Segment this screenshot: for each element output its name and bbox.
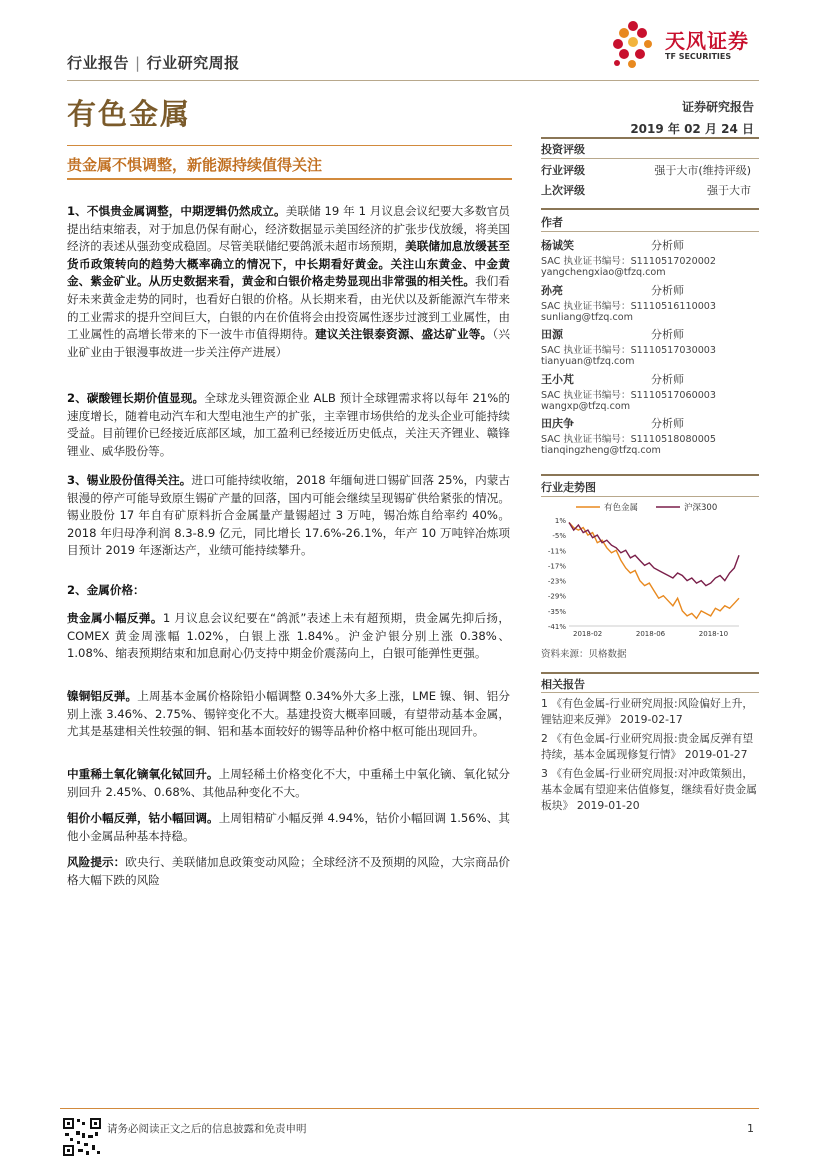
rating-rule-top [541,137,759,139]
author-email[interactable]: tianyuan@tfzq.com [541,356,635,367]
author-name: 孙亮 [541,283,563,297]
author-name: 王小芃 [541,372,574,386]
paragraph-tin [67,472,510,560]
body-text: 欧央行、美联储加息政策变动风险；全球经济不及预期的风险，大宗商品价格大幅下跌的风险 [67,855,510,887]
rating-value: 强于大市 [707,184,751,197]
y-tick-label: -5% [552,532,566,541]
paragraph-risk [67,854,510,889]
related-heading: 相关报告 [541,678,585,691]
rating-label: 上次评级 [541,184,585,197]
body-text: 全球龙头锂资源企业 ALB 预计全球锂需求将以每年 21%的速度增长，随着电动汽车和大型电池生产的扩张，主幸锂市场供给的龙头企业可能持续受益。目前锂价已经接近底部区域，加工盈利已经接近历史低点，关注天齐锂业、赣锋锂业、威华股份等。 [67,391,510,458]
legend-label: 沪深300 [684,503,718,513]
body-text: 上周基本金属价格除铅小幅调整 0.34%外大多上涨，LME 镍、铜、铝分别上涨 3.46%、2.75%、锡锌变化不大。基建投资大概率回暖，有望带动基本金属，尤其是基建相关性较强的铜、铝和基本面较好的锡等品种价格中枢可能出现回升。 [67,689,510,739]
x-tick-label: 2018-10 [698,630,729,638]
author-cert: SAC 执业证书编号：S1110518080005 [541,434,717,445]
bold-text: 2、金属价格： [67,583,145,597]
author-role: 分析师 [651,283,684,297]
body-text: 上周钼精矿小幅反弹 4.94%，钴价小幅回调 1.56%、其他小金属品种基本持稳。 [67,811,510,843]
bold-text: 1、不惧贵金属调整，中期逻辑仍然成立。 [67,204,286,218]
title-rule-bottom [67,178,512,180]
report-type-label: 行业报告 [67,54,130,72]
author-cert: SAC 执业证书编号：S1110517060003 [541,389,717,401]
author-email[interactable]: wangxp@tfzq.com [541,400,631,412]
chart-source: 资料来源：贝格数据 [541,649,627,660]
author-name: 田源 [541,328,563,341]
bold-text: 美联储加息放缓甚至货币政策转向的趋势大概率确立的情况下，中长期看好黄金。关注山东黄金、中金黄金、紫金矿业。从历史数据来看，黄金和白银价格走势显现出非常强的相关性。 [67,239,510,289]
y-tick-label: -17% [547,562,566,571]
paragraph-precious-rebound [67,610,510,663]
related-report-link[interactable]: 1 《有色金属-行业研究周报:风险偏好上升，锂钴迎来反弹》 2019-02-17 [541,697,754,726]
author-cert: SAC 执业证书编号：S1110517020002 [541,256,717,267]
bold-text: 风险提示： [67,855,126,869]
footer-disclaimer: 请务必阅读正文之后的信息披露和免责申明 [107,1123,307,1135]
logo-name: 天风证券 [665,29,749,53]
body-text: 1 月议息会议纪要在“鸽派”表述上未有超预期，贵金属先抑后扬，COMEX 黄金周涨幅 1.02%，白银上涨 1.84%。沪金沪银分别上涨 0.38%、1.08%、缩表预期结束和加息耐心仍支持中期金价震荡向上，白银可能弹性更强。 [67,611,510,661]
y-tick-label: -23% [547,577,566,586]
logo-petals-icon [605,16,665,76]
y-tick-label: -29% [547,592,566,601]
securities-report-label: 证券研究报告 [681,100,754,114]
bold-text: 建议关注银泰资源、盛达矿业等。 [315,327,493,342]
author-name: 田庆争 [541,417,574,430]
author-role: 分析师 [651,239,684,252]
body-text: 上周轻稀土价格变化不大，中重稀土中氧化镝、氧化铽分别回升 2.45%、0.68%、其他品种变化不大。 [67,767,510,799]
x-tick-label: 2018-02 [573,630,603,638]
y-tick-label: -11% [547,547,566,556]
rating-value: 强于大市(维持评级) [654,164,751,177]
author-email[interactable]: sunliang@tfzq.com [541,311,633,323]
author-entry [541,237,759,282]
paragraph-lithium [67,390,510,460]
author-entry [541,371,759,416]
related-rule [541,692,759,693]
authors-list [541,237,759,460]
author-email[interactable]: yangchengxiao@tfzq.com [541,267,666,278]
y-tick-label: -41% [547,623,566,631]
related-reports-list [541,696,759,814]
author-role: 分析师 [651,372,684,386]
author-cert: SAC 执业证书编号：S1110516110003 [541,300,717,312]
author-role: 分析师 [651,417,684,430]
author-role: 分析师 [651,328,684,341]
logo-subtitle: TF SECURITIES [665,52,732,61]
bold-text: 钼价小幅反弹，钴小幅回调。 [67,811,219,825]
rating-label: 行业评级 [541,164,585,177]
author-entry [541,415,759,460]
author-cert: SAC 执业证书编号：S1110517030003 [541,345,717,356]
related-rule-top [541,672,759,674]
industry-trend-chart [541,500,759,640]
paragraph-molybdenum-cobalt [67,810,510,845]
bold-text: 3、锡业股份值得关注。 [67,473,192,487]
x-tick-label: 2018-06 [635,630,666,638]
report-date: 2019 年 02 月 24 日 [630,122,754,136]
report-subtype-label: 行业研究周报 [146,54,240,72]
bold-text: 镍铜铝反弹。 [67,689,138,703]
trend-rule-top [541,474,759,476]
page-number: 1 [747,1122,754,1135]
main-title: 贵金属不惧调整，新能源持续值得关注 [67,156,323,174]
body-text: 我们看好未来黄金走势的同时，也看好白银的价格。从长期来看，由光伏以及新能源汽车带来的工业需求的提升空间巨大，白银的内在价值将会由投资属性逐步过渡到工业属性，由工业属性的高增长带来的下一波牛市值得期待。 [67,274,510,342]
trend-rule [541,496,759,497]
bold-text: 2、碳酸锂长期价值显现。 [67,391,205,405]
report-type [67,52,240,73]
trend-heading: 行业走势图 [541,481,596,494]
legend-label: 有色金属 [604,503,639,513]
body-text: 进口可能持续收缩，2018 年缅甸进口锡矿回落 25%，内蒙古银漫的停产可能导致原生锡矿产量的回落，国内可能会继续呈现锡矿供给紧张的情况。锡业股份 17 年自有矿原料折合金属量产量锡超过 3 万吨，锡冶炼自给率约 40%。2018 年归母净利润 8.3-8.9 亿元，同比增长 17.6%-26.1%，年产 10 万吨锌冶炼项目预计 2019 年逐渐达产，业绩可能持续攀升。 [67,473,510,558]
y-tick-label: 1% [554,517,566,525]
bold-text: 贵金属小幅反弹。 [67,611,163,625]
sector-title: 有色金属 [67,97,192,131]
author-entry [541,326,759,371]
paragraph-precious-metals [67,203,510,361]
footer-divider [60,1108,759,1109]
author-name: 杨诚笑 [541,239,574,252]
author-email[interactable]: tianqingzheng@tfzq.com [541,445,661,456]
related-report-link[interactable]: 2 《有色金属-行业研究周报:贵金属反弹有望持续，基本金属现修复行情》 2019-01-27 [541,732,754,761]
header-divider [67,80,759,81]
author-entry [541,282,759,327]
authors-rule-top [541,208,759,210]
report-type-separator: | [135,54,141,72]
body-text: （兴业矿业由于银漫事故进一步关注停产进展） [67,327,510,359]
paragraph-metal-prices-heading [67,582,510,600]
series-line [569,523,739,586]
paragraph-rare-earth [67,766,510,801]
authors-heading: 作者 [541,216,563,229]
authors-rule [541,231,759,232]
rating-heading: 投资评级 [541,143,585,156]
paragraph-base-metals [67,688,510,741]
body-text: 美联储 19 年 1 月议息会议纪要大多数官员提出结束缩表，对于加息仍保有耐心，经济数据显示美国经济的扩张步伐放缓，将美国经济的表述从强劲变成稳固。尽管美联储纪要鸽派未超市场预期， [67,204,510,254]
y-tick-label: -35% [547,607,566,616]
rating-rule [541,158,759,159]
title-rule-top [67,145,512,146]
qr-code-icon [62,1117,102,1157]
bold-text: 中重稀土氧化镝氧化铽回升。 [67,767,219,781]
related-report-link[interactable]: 3 《有色金属-行业研究周报:对冲政策频出，基本金属有望迎来估值修复，继续看好贵金属板块》 2019-01-20 [541,767,757,812]
